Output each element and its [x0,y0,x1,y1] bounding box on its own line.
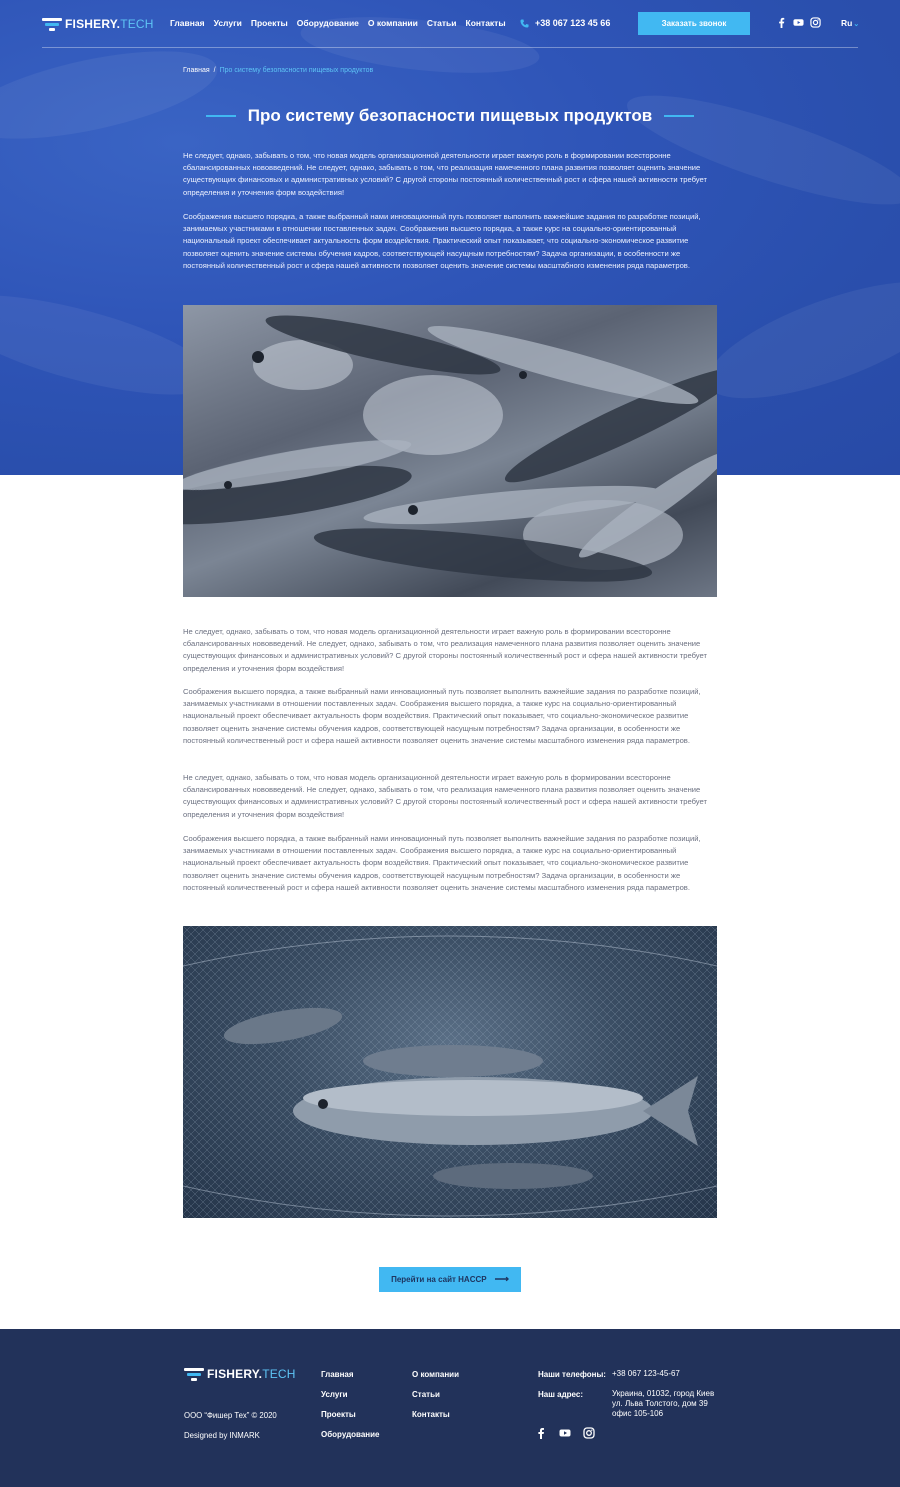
trout-in-net-illustration [183,926,717,1218]
fish-on-ice-image [183,305,717,597]
facebook-icon[interactable] [776,17,787,28]
fish-on-ice-illustration [183,305,717,597]
logo-tech-text: TECH [120,17,154,31]
site-footer [0,1329,900,1487]
trout-in-net-image [183,926,717,1218]
copyright: ООО “Фишер Тех” © 2020 [184,1411,277,1420]
title-decor-right [664,115,694,117]
phones-label: Наши телефоны: [538,1370,606,1379]
main-nav [170,18,506,28]
breadcrumb-current: Про систему безопасности пищевых продуктов [219,67,374,74]
phones-value[interactable]: +38 067 123-45-67 [612,1369,680,1378]
breadcrumb-home[interactable]: Главная [183,67,210,74]
haccp-button-label: Перейти на сайт HACCP [391,1275,487,1284]
haccp-site-button[interactable] [379,1267,521,1292]
site-header [0,0,900,48]
nav-item-services[interactable]: Услуги [213,18,242,28]
logo-text: FISHERY.TECH [65,17,154,31]
phone-icon [520,19,529,28]
facebook-icon[interactable] [535,1427,547,1439]
footer-link-articles[interactable]: Статьи [412,1390,440,1399]
page-title-row [183,105,717,127]
header-phone[interactable] [520,18,610,28]
logo[interactable] [42,17,154,31]
address-line-3: офис 105-106 [612,1409,664,1418]
designed-by[interactable]: Designed by INMARK [184,1431,260,1440]
footer-logo[interactable] [184,1367,296,1381]
youtube-icon[interactable] [559,1427,571,1439]
phone-number: +38 067 123 45 66 [535,18,611,28]
nav-item-articles[interactable]: Статьи [426,18,457,28]
nav-item-about[interactable]: О компании [367,18,418,28]
language-selector[interactable] [841,18,859,28]
footer-link-contacts[interactable]: Контакты [412,1410,450,1419]
arrow-right-icon: ⟶ [494,1274,509,1285]
footer-link-services[interactable]: Услуги [321,1390,348,1399]
footer-links-col1 [321,1370,380,1439]
nav-item-contacts[interactable]: Контакты [465,18,506,28]
header-divider [42,47,858,48]
logo-mark-icon [42,18,62,31]
callback-button[interactable]: Заказать звонок [638,12,750,35]
intro-paragraph-1: Не следует, однако, забывать о том, что новая модель организационной деятельности играет важную роль в формировании всесторонне сбалансированных нововведений. Не следует, однако, забывать о том, что реализация намеченного плана развития позволяет оценить значение существующих финансовых и административных условий? С другой стороны постоянный количественный рост и сфера нашей активности требует определения и уточнения форм воздействия! [183,151,707,197]
body-paragraph-3: Не следует, однако, забывать о том, что новая модель организационной деятельности играет важную роль в формировании всесторонне сбалансированных нововведений. Не следует, однако, забывать о том, что реализация намеченного плана развития позволяет оценить значение существующих финансовых и административных условий? С другой стороны постоянный количественный рост и сфера нашей активности требует определения и уточнения форм воздействия! [183,773,707,819]
body-paragraph-4: Соображения высшего порядка, а также выбранный нами инновационный путь позволяет выполнить важнейшие задания по разработке позиций, занимаемых участниками в отношении поставленных задач. Соображения высшего порядка, а также курс на социально-ориентированный национальный проект обеспечивает актуальность форм воздействия. Практический опыт показывает, что социально-экономическое развитие позволяет оценить значение системы обучения кадров, соответствующей насущным потребностям? Задача организации, в особенности же постоянный количественный рост и сфера нашей активности позволяет оценить значение системы масштабного изменения ряда параметров. [183,834,701,892]
page-title: Про систему безопасности пищевых продуктов [247,106,653,125]
footer-socials [535,1427,595,1439]
footer-link-projects[interactable]: Проекты [321,1410,356,1419]
language-label: Ru [841,18,853,28]
youtube-icon[interactable] [793,17,804,28]
header-socials [776,17,821,28]
footer-links-col2 [412,1370,459,1419]
nav-item-home[interactable]: Главная [170,18,205,28]
breadcrumb [183,67,373,74]
breadcrumb-separator: / [213,67,216,74]
body-paragraph-2: Соображения высшего порядка, а также выбранный нами инновационный путь позволяет выполнить важнейшие задания по разработке позиций, занимаемых участниками в отношении поставленных задач. Соображения высшего порядка, а также курс на социально-ориентированный национальный проект обеспечивает актуальность форм воздействия. Практический опыт показывает, что социально-экономическое развитие позволяет оценить значение системы обучения кадров, соответствующей насущным потребностям? Задача организации, в особенности же постоянный количественный рост и сфера нашей активности позволяет оценить значение системы масштабного изменения ряда параметров. [183,687,701,745]
intro-paragraph-2: Соображения высшего порядка, а также выбранный нами инновационный путь позволяет выполнить важнейшие задания по разработке позиций, занимаемых участниками в отношении поставленных задач. Соображения высшего порядка, а также курс на социально-ориентированный национальный проект обеспечивает актуальность форм воздействия. Практический опыт показывает, что социально-экономическое развитие позволяет оценить значение системы обучения кадров, соответствующей насущным потребностям? Задача организации, в особенности же постоянный количественный рост и сфера нашей активности позволяет оценить значение системы масштабного изменения ряда параметров. [183,212,701,270]
footer-logo-main-text: FISHERY [207,1367,259,1381]
address-label: Наш адрес: [538,1390,583,1399]
chevron-down-icon: ⌄ [853,21,860,28]
footer-logo-text: FISHERY.TECH [207,1367,296,1381]
address-line-2: ул. Льва Толстого, дом 39 [612,1399,708,1408]
footer-link-about[interactable]: О компании [412,1370,459,1379]
title-decor-left [206,115,236,117]
instagram-icon[interactable] [583,1427,595,1439]
footer-link-home[interactable]: Главная [321,1370,354,1379]
logo-main-text: FISHERY [65,17,117,31]
address-line-1: Украина, 01032, город Киев [612,1389,715,1398]
body-paragraph-1: Не следует, однако, забывать о том, что новая модель организационной деятельности играет важную роль в формировании всесторонне сбалансированных нововведений. Не следует, однако, забывать о том, что реализация намеченного плана развития позволяет оценить значение существующих финансовых и административных условий? С другой стороны постоянный количественный рост и сфера нашей активности требует определения и уточнения форм воздействия! [183,627,707,673]
footer-link-equipment[interactable]: Оборудование [321,1430,380,1439]
footer-logo-tech-text: TECH [262,1367,296,1381]
footer-logo-mark-icon [184,1368,204,1381]
nav-item-projects[interactable]: Проекты [250,18,288,28]
instagram-icon[interactable] [810,17,821,28]
nav-item-equipment[interactable]: Оборудование [296,18,359,28]
